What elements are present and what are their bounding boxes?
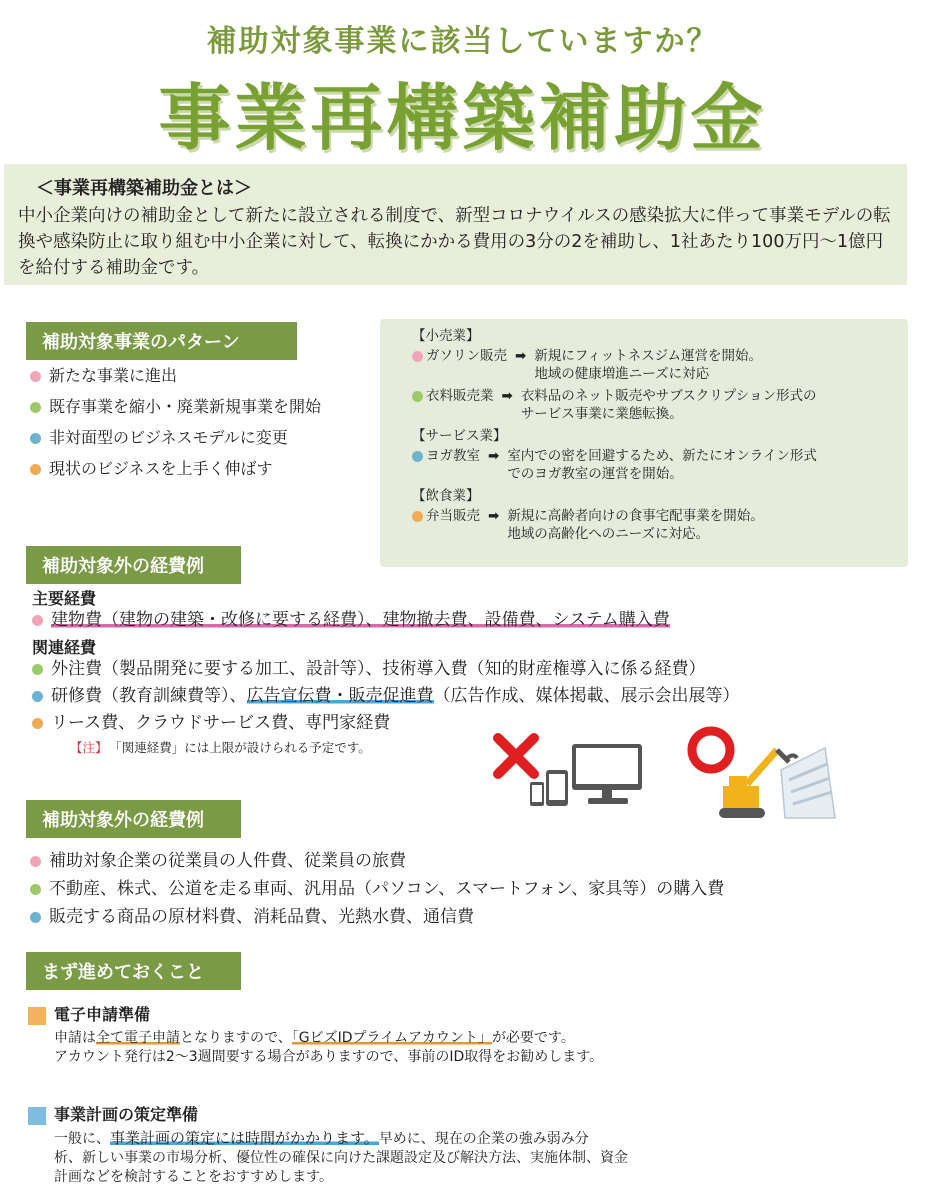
exclusion-text: 不動産、株式、公道を走る車両、汎用品（パソコン、スマートフォン、家具等）の購入費 xyxy=(49,879,725,899)
pink-dot-icon xyxy=(412,351,423,362)
examples-box xyxy=(380,319,908,567)
blue-dot-icon xyxy=(30,433,41,444)
intro-box xyxy=(4,164,907,285)
construction-illustration xyxy=(685,720,845,825)
cross-mark-icon xyxy=(498,738,534,774)
list-item xyxy=(30,457,321,488)
circle-mark-icon xyxy=(692,731,730,769)
list-item xyxy=(32,657,740,684)
blue-dot-icon xyxy=(32,691,43,702)
example-label: ヨガ教室 xyxy=(426,448,480,464)
example-category: 【サービス業】 xyxy=(412,428,507,444)
arrow-right-icon: ➡ xyxy=(501,388,513,404)
computer-devices-icon xyxy=(530,744,642,806)
exclusion-text: 販売する商品の原材料費、消耗品費、光熱水費、通信費 xyxy=(49,907,474,927)
orange-dot-icon xyxy=(30,464,41,475)
blue-square-icon xyxy=(28,1107,46,1125)
list-item xyxy=(30,426,321,457)
list-item xyxy=(32,684,740,711)
example-category: 【飲食業】 xyxy=(412,488,480,504)
example-desc: 衣料品のネット販売やサブスクリプション形式の サービス事業に業態転換。 xyxy=(520,388,817,422)
example-desc: 室内での密を回避するため、新たにオンライン形式 でのヨガ教室の運営を開始。 xyxy=(507,448,817,482)
arrow-right-icon: ➡ xyxy=(488,448,500,464)
orange-dot-icon xyxy=(32,718,43,729)
main-costs-label: 主要経費 xyxy=(32,589,97,608)
note-tag: 【注】 xyxy=(70,740,108,755)
example-row xyxy=(412,507,894,543)
example-desc: 新規に高齢者向けの食事宅配事業を開始。 地域の高齢化へのニーズに対応。 xyxy=(507,508,764,542)
related-cost-text: 外注費（製品開発に要する加工、設計等）、技術導入費（知的財産権導入に係る経費） xyxy=(51,659,706,679)
green-dot-icon xyxy=(412,391,423,402)
related-cost-highlight: 広告宣伝費・販売促進費 xyxy=(246,686,434,706)
pattern-text: 新たな事業に進出 xyxy=(49,366,178,385)
list-item xyxy=(32,608,740,635)
e-application-text: 申請は全て電子申請となりますので、「GビズIDプライムアカウント」が必要です。 アカウント発行は2～3週間要する場合がありますので、事前のID取得をお勧めします。 xyxy=(54,1030,604,1065)
orange-dot-icon xyxy=(412,511,423,522)
exclusions-list xyxy=(30,848,724,932)
exclusion-text: 補助対象企業の従業員の人件費、従業員の旅費 xyxy=(49,851,406,871)
pink-dot-icon xyxy=(30,856,41,867)
excavator-building-icon xyxy=(719,748,835,818)
green-dot-icon xyxy=(30,402,41,413)
intro-body: 中小企業向けの補助金として新たに設立される制度で、新型コロナウイルスの感染拡大に伴って事業モデルの転換や感染防止に取り組む中小企業に対して、転換にかかる費用の3分の2を補助し、1社あたり100万円～1億円を給付する補助金です。 xyxy=(18,206,891,278)
list-item xyxy=(30,364,321,395)
page-title: 事業再構築補助金 xyxy=(158,76,767,160)
business-plan-title: 事業計画の策定準備 xyxy=(28,1102,628,1125)
example-row xyxy=(412,347,894,383)
business-plan-text: 一般に、事業計画の策定には時間がかかります。早めに、現在の企業の強み弱み分 析、新しい事業の市場分析、優位性の確保に向けた課題設定及び解決方法、実施体制、資金 計画などを検討することをおすすめします。 xyxy=(54,1129,628,1185)
arrow-right-icon: ➡ xyxy=(488,508,500,524)
green-dot-icon xyxy=(32,664,43,675)
example-label: 弁当販売 xyxy=(426,508,480,524)
page-subtitle: 補助対象事業に該当していますか？ xyxy=(206,24,719,59)
related-costs-label: 関連経費 xyxy=(32,638,97,657)
example-label: 衣料販売業 xyxy=(426,388,494,404)
related-cost-text: リース費、クラウドサービス費、専門家経費 xyxy=(51,713,391,733)
main-cost-text: 建物費（建物の建築・改修に要する経費）、建物撤去費、設備費、システム購入費 xyxy=(51,610,670,630)
pattern-text: 現状のビジネスを上手く伸ばす xyxy=(49,459,273,478)
pattern-text: 非対面型のビジネスモデルに変更 xyxy=(49,428,288,447)
pink-dot-icon xyxy=(32,615,43,626)
list-item xyxy=(30,876,724,904)
blue-dot-icon xyxy=(30,912,41,923)
example-category: 【小売業】 xyxy=(412,328,480,344)
exclusions-heading: 補助対象外の経費例 xyxy=(26,800,241,838)
example-row xyxy=(412,387,894,423)
computer-devices-illustration xyxy=(490,730,670,810)
business-plan-block xyxy=(28,1102,628,1187)
patterns-list xyxy=(30,364,321,488)
list-item xyxy=(30,904,724,932)
related-cost-text: （広告作成、媒体掲載、展示会出展等） xyxy=(433,686,740,706)
note-text: 「関連経費」には上限が設けられる予定です。 xyxy=(115,740,371,755)
arrow-right-icon: ➡ xyxy=(515,348,527,364)
e-application-title: 電子申請準備 xyxy=(28,1002,603,1025)
example-row xyxy=(412,447,894,483)
list-item xyxy=(30,848,724,876)
green-dot-icon xyxy=(30,884,41,895)
pink-dot-icon xyxy=(30,371,41,382)
pattern-text: 既存事業を縮小・廃業新規事業を開始 xyxy=(49,397,322,416)
example-label: ガソリン販売 xyxy=(426,348,507,364)
orange-square-icon xyxy=(28,1007,46,1025)
intro-heading: ＜事業再構築補助金とは＞ xyxy=(36,178,252,199)
example-desc: 新規にフィットネスジム運営を開始。 地域の健康増進ニーズに対応 xyxy=(534,348,763,382)
list-item xyxy=(30,395,321,426)
costs-heading: 補助対象外の経費例 xyxy=(26,546,241,584)
blue-dot-icon xyxy=(412,451,423,462)
patterns-heading: 補助対象事業のパターン xyxy=(26,322,297,360)
prep-heading: まず進めておくこと xyxy=(26,952,241,990)
related-cost-text: 研修費（教育訓練費等）、 xyxy=(51,686,247,706)
e-application-block xyxy=(28,1002,603,1067)
